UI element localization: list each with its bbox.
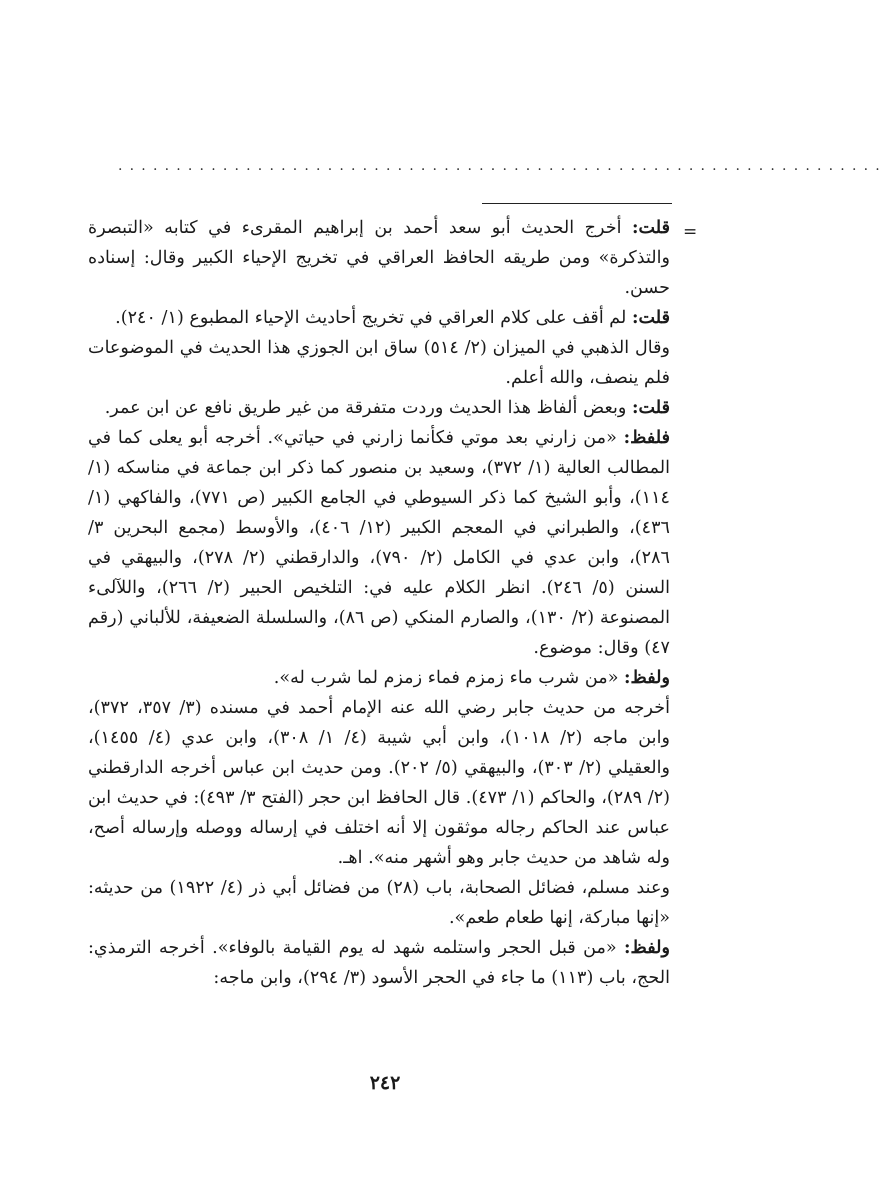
paragraph-6	[88, 663, 670, 693]
paragraph-label: قلت:	[631, 307, 670, 328]
paragraph-8	[88, 873, 670, 933]
paragraph-label: قلت:	[631, 217, 670, 238]
page-number: ٢٤٢	[369, 1072, 401, 1094]
paragraph-3	[88, 333, 670, 393]
paragraph-text: لم أقف على كلام العراقي في تخريج أحاديث الإحياء المطبوع (١/ ٢٤٠).	[115, 308, 632, 328]
paragraph-text: وعند مسلم، فضائل الصحابة، باب (٢٨) من فضائل أبي ذر (٤/ ١٩٢٢) من حديثه: «إنها مباركة، إنها طعام طعم».	[88, 878, 670, 928]
paragraph-text: وبعض ألفاظ هذا الحديث وردت متفرقة من غير طريق نافع عن ابن عمر.	[104, 398, 632, 418]
paragraph-label: ولفظ:	[624, 937, 670, 958]
paragraph-text: «من قبل الحجر واستلمه شهد له يوم القيامة بالوفاء». أخرجه الترمذي: الحج، باب (١١٣) ما جاء في الحجر الأسود (٣/ ٢٩٤)، وابن ماجه:	[88, 938, 670, 988]
paragraph-label: فلفظ:	[623, 427, 670, 448]
paragraph-text: أخرج الحديث أبو سعد أحمد بن إبراهيم المقرىء في كتابه «التبصرة والتذكرة» ومن طريقه الحافظ العراقي في تخريج الإحياء الكبير وقال: إسناده حسن.	[88, 218, 670, 298]
paragraph-label: ولفظ:	[624, 667, 670, 688]
paragraph-7	[88, 693, 670, 873]
footnote-body	[88, 213, 670, 993]
paragraph-text: «من زارني بعد موتي فكأنما زارني في حياتي». أخرجه أبو يعلى كما في المطالب العالية (١/ ٣٧٢)، وسعيد بن منصور كما ذكر ابن جماعة في مناسكه (١/ ١١٤)، وأبو الشيخ كما ذكر السيوطي في الجامع الكبير (ص ٧٧١)، والفاكهي (١/ ٤٣٦)، والطبراني في المعجم الكبير (١٢/ ٤٠٦)، والأوسط (مجمع البحرين ٣/ ٢٨٦)، وابن عدي في الكامل (٢/ ٧٩٠)، والدارقطني (٢/ ٢٧٨)، والبيهقي في السنن (٥/ ٢٤٦). انظر الكلام عليه في: التلخيص الحبير (٢/ ٢٦٦)، واللآلىء المصنوعة (٢/ ١٣٠)، والصارم المنكي (ص ٨٦)، والسلسلة الضعيفة، للألباني (رقم ٤٧) وقال: موضوع.	[88, 428, 671, 658]
continuation-mark: =	[683, 222, 698, 242]
paragraph-4	[88, 393, 670, 423]
paragraph-text: وقال الذهبي في الميزان (٢/ ٥١٤) ساق ابن الجوزي هذا الحديث في الموضوعات فلم ينصف، والله أعلم.	[88, 338, 670, 388]
paragraph-9	[88, 933, 670, 993]
paragraph-5	[88, 423, 670, 663]
paragraph-2	[88, 303, 670, 333]
separator-dots: ..................................................................	[118, 158, 887, 174]
paragraph-text: «من شرب ماء زمزم فماء زمزم لما شرب له».	[273, 668, 625, 688]
paragraph-label: قلت:	[631, 397, 670, 418]
footnote-rule	[482, 203, 672, 204]
paragraph-1	[88, 213, 670, 303]
paragraph-text: أخرجه من حديث جابر رضي الله عنه الإمام أحمد في مسنده (٣/ ٣٥٧، ٣٧٢)، وابن ماجه (٢/ ١٠١٨)، وابن أبي شيبة (٤/ ١/ ٣٠٨)، وابن عدي (٤/ ١٤٥٥)، والعقيلي (٢/ ٣٠٣)، والبيهقي (٥/ ٢٠٢). ومن حديث ابن عباس أخرجه الدارقطني (٢/ ٢٨٩)، والحاكم (١/ ٤٧٣). قال الحافظ ابن حجر (الفتح ٣/ ٤٩٣): في حديث ابن عباس عند الحاكم رجاله موثقون إلا أنه اختلف في إرساله ووصله وإرساله أصح، وله شاهد من حديث جابر وهو أشهر منه». اهـ.	[88, 698, 671, 868]
